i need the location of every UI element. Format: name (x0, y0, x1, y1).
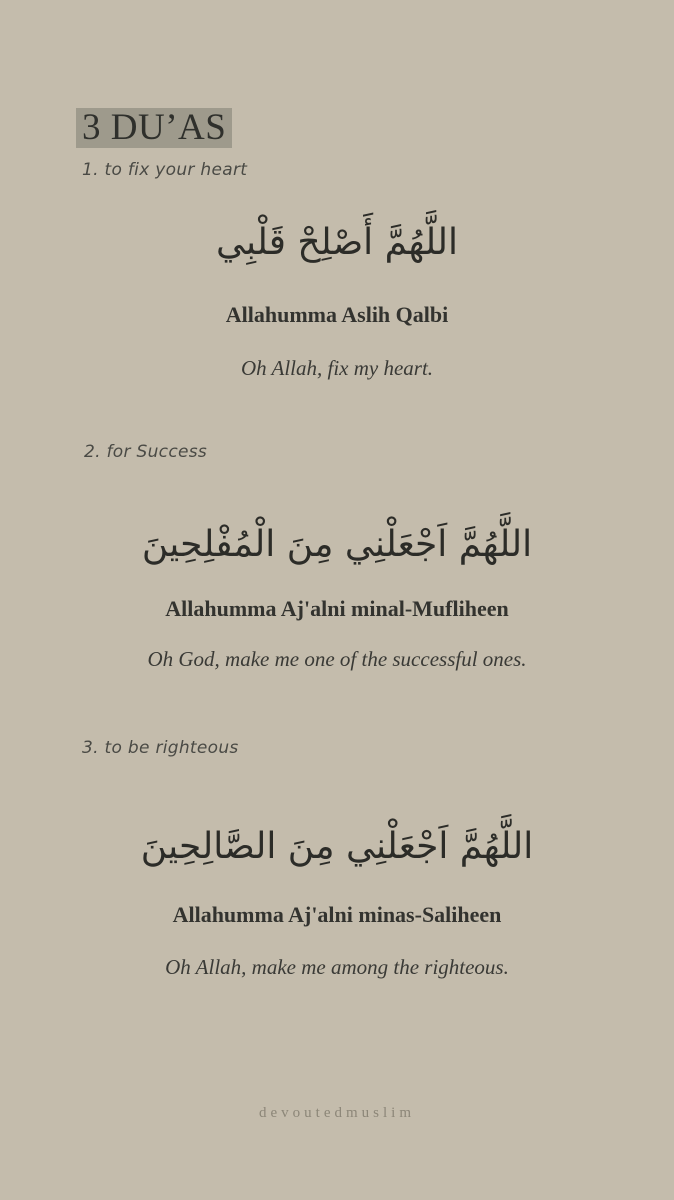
dua-3-transliteration: Allahumma Aj'alni minas-Saliheen (172, 902, 502, 927)
dua-1-label: 1. to fix your heart (82, 160, 248, 180)
watermark-text: devoutedmuslim (259, 1105, 415, 1121)
dua-1-arabic: اللَّهُمَّ أَصْلِحْ قَلْبِي (215, 222, 459, 263)
title-highlight (76, 108, 232, 148)
dua-2-arabic: اللَّهُمَّ اَجْعَلْنِي مِنَ الْمُفْلِحِينَ (141, 524, 533, 565)
page-title: 3 DU’AS (82, 107, 227, 148)
dua-3-arabic: اللَّهُمَّ اَجْعَلْنِي مِنَ الصَّالِحِينَ (140, 826, 534, 867)
dua-3-label: 3. to be righteous (82, 738, 239, 758)
dua-1-transliteration: Allahumma Aslih Qalbi (225, 302, 449, 327)
dua-2-label: 2. for Success (84, 442, 208, 462)
dua-2-transliteration: Allahumma Aj'alni minal-Mufliheen (165, 596, 509, 621)
dua-1-meaning: Oh Allah, fix my heart. (240, 356, 434, 380)
dua-2-meaning: Oh God, make me one of the successful ones. (147, 647, 527, 671)
dua-3-meaning: Oh Allah, make me among the righteous. (165, 955, 509, 979)
